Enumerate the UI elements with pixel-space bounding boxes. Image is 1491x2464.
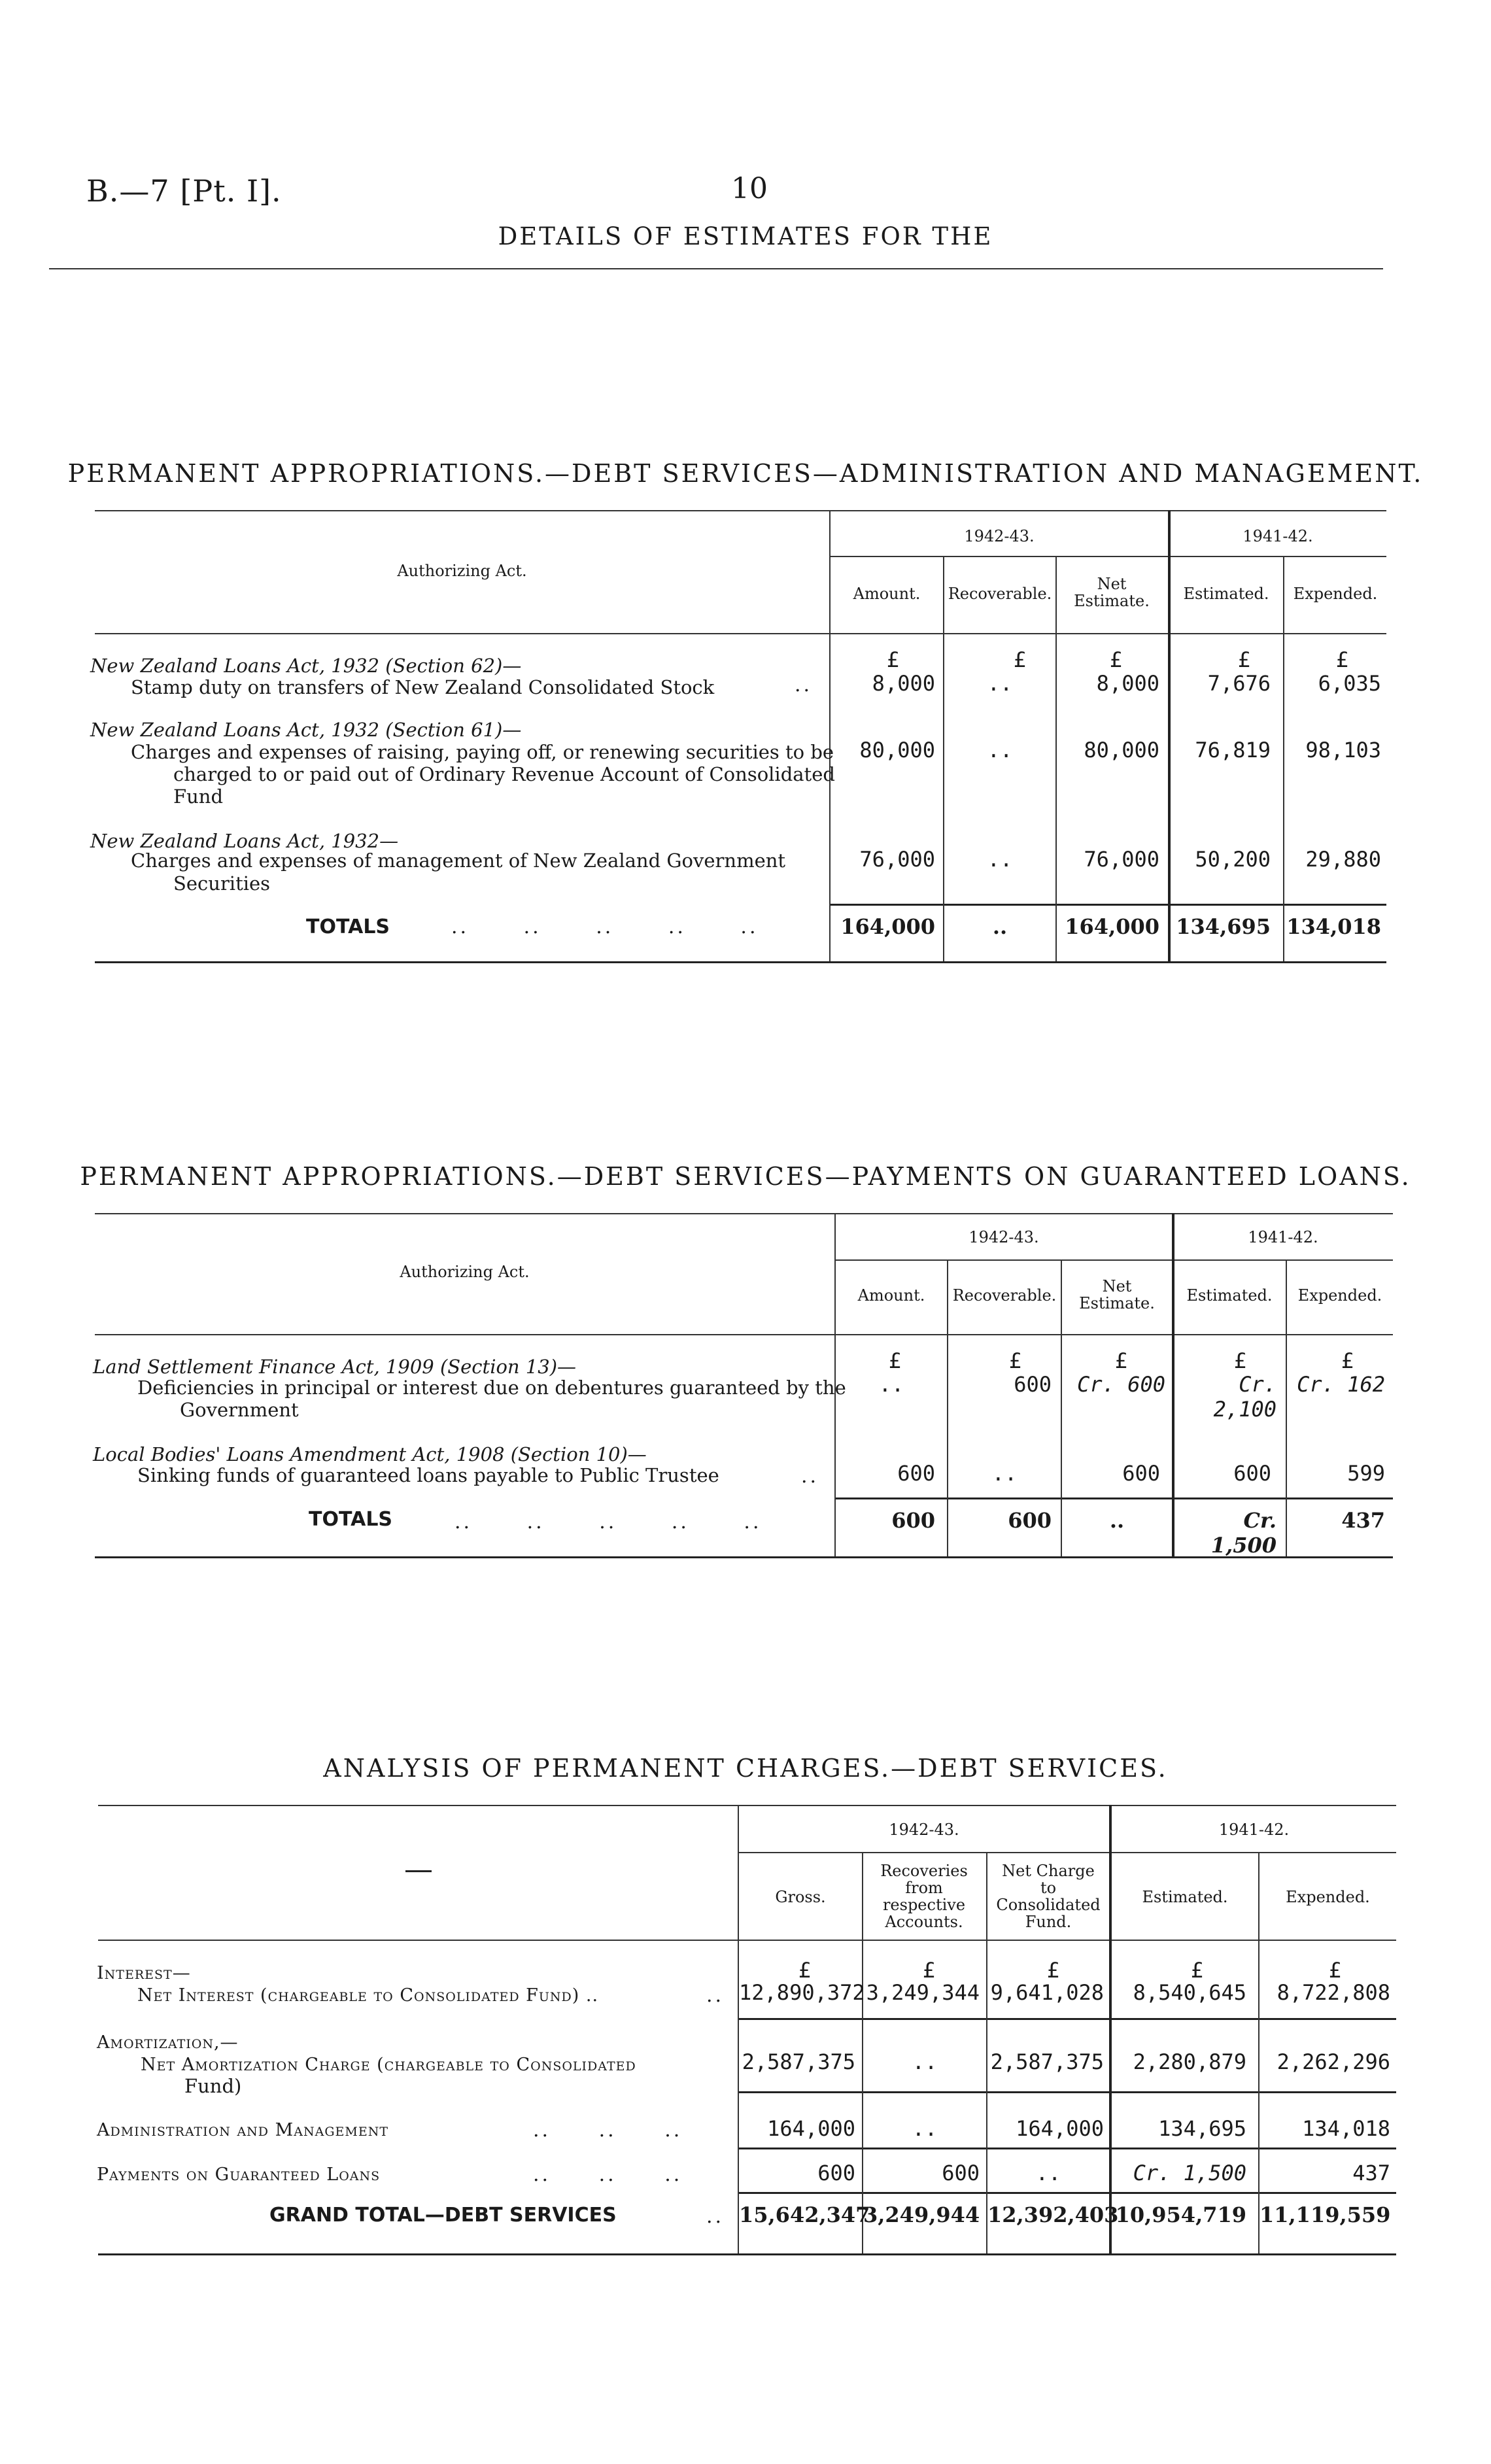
admin-row1-amount: 8,000	[872, 671, 935, 696]
analysis-amort-recoveries: ..	[912, 2049, 938, 2074]
admin-row2-expended: 98,103	[1305, 738, 1381, 762]
admin-row2-desc-line1: Charges and expenses of raising, paying off, or renewing securities to be	[131, 741, 834, 763]
admin-row2-amount: 80,000	[859, 738, 935, 762]
analysis-col-net-charge: Net Charge to Consolidated Fund.	[996, 1862, 1101, 1931]
page-number: 10	[731, 172, 768, 205]
analysis-interest-label-text: Net Interest (chargeable to Consolidated Fund) ..	[137, 1985, 599, 2006]
guar-section-title: PERMANENT APPROPRIATIONS.—DEBT SERVICES—PAYMENTS ON GUARANTEED LOANS.	[80, 1162, 1411, 1191]
analysis-interest-heading: Interest—	[97, 1963, 191, 1983]
admin-year-1941: 1941-42.	[1242, 527, 1313, 545]
guar-table-top-rule	[95, 1213, 1393, 1214]
admin-row3-expended: 29,880	[1305, 847, 1381, 872]
currency-symbol: £	[888, 1348, 901, 1373]
analysis-grand-gross: 15,642,347	[739, 2202, 870, 2227]
leader-dots: .. .. ..	[533, 2119, 683, 2142]
analysis-guar-label: Payments on Guaranteed Loans	[97, 2165, 381, 2185]
admin-row1-net: 8,000	[1096, 671, 1159, 696]
admin-totals-top-rule	[831, 904, 1386, 906]
leader-dots: .. .. .. .. ..	[451, 915, 759, 938]
currency-symbol: £	[1190, 1958, 1203, 1983]
analysis-admin-recoveries: ..	[912, 2116, 938, 2141]
leader-dots: ..	[706, 1984, 725, 2007]
admin-row2-net: 80,000	[1084, 738, 1159, 762]
currency-symbol: £	[1237, 647, 1250, 672]
analysis-interest-label	[137, 1983, 598, 2008]
admin-row1-estimated: 7,676	[1207, 671, 1271, 696]
admin-row3-desc-line1: Charges and expenses of management of New Zealand Government	[131, 849, 786, 872]
analysis-table-bottom-rule	[98, 2253, 1396, 2255]
analysis-col-gross: Gross.	[775, 1888, 826, 1906]
analysis-col-blank-dash	[405, 1870, 432, 1872]
admin-row3-estimated: 50,200	[1195, 847, 1271, 872]
analysis-col-expended: Expended.	[1286, 1888, 1370, 1906]
analysis-row-rule-4	[739, 2192, 1396, 2194]
analysis-amort-expended: 2,262,296	[1277, 2049, 1390, 2074]
admin-totals-amount: 164,000	[840, 914, 935, 939]
guar-row1-act: Land Settlement Finance Act, 1909 (Section 13)—	[93, 1356, 577, 1378]
currency-symbol: £	[1013, 647, 1026, 672]
leader-dots: .. .. ..	[533, 2163, 683, 2186]
admin-col-recoverable: Recoverable.	[948, 585, 1052, 603]
analysis-admin-estimated: 134,695	[1158, 2116, 1246, 2141]
document-reference: B.—7 [Pt. I].	[86, 173, 282, 209]
guar-row1-expended: Cr. 162	[1297, 1372, 1385, 1397]
analysis-amort-net: 2,587,375	[990, 2049, 1104, 2074]
analysis-admin-expended: 134,018	[1302, 2116, 1390, 2141]
guar-row1-estimated: Cr. 2,100	[1213, 1372, 1277, 1422]
analysis-interest-recoveries: 3,249,344	[866, 1980, 980, 2005]
guar-row2-desc: Sinking funds of guaranteed loans payable to Public Trustee	[137, 1464, 719, 1486]
analysis-section-title: ANALYSIS OF PERMANENT CHARGES.—DEBT SERVICES.	[323, 1754, 1168, 1783]
analysis-year-1941: 1941-42.	[1218, 1821, 1290, 1839]
admin-row1-act: New Zealand Loans Act, 1932 (Section 62)—	[90, 655, 522, 677]
currency-symbol: £	[1233, 1348, 1246, 1373]
guar-row1-net: Cr. 600	[1077, 1372, 1165, 1397]
leader-dots: ..	[706, 2205, 725, 2228]
guar-table-head-rule	[95, 1334, 1393, 1335]
analysis-interest-net: 9,641,028	[990, 1980, 1104, 2005]
analysis-vline-4	[1109, 1805, 1112, 2253]
analysis-grand-recoveries: 3,249,944	[863, 2202, 980, 2227]
analysis-guar-recoveries: 600	[942, 2161, 980, 2185]
analysis-admin-net: 164,000	[1016, 2116, 1104, 2141]
guar-row2-amount: 600	[897, 1461, 935, 1486]
admin-col-act: Authorizing Act.	[397, 562, 527, 580]
guar-totals-recoverable: 600	[1008, 1508, 1052, 1533]
admin-table-bottom-rule	[95, 961, 1386, 963]
admin-row3-net: 76,000	[1084, 847, 1159, 872]
admin-totals-recoverable: ..	[992, 914, 1008, 939]
analysis-grand-total-label: GRAND TOTAL—DEBT SERVICES	[269, 2204, 617, 2227]
guar-totals-net: ..	[1109, 1508, 1125, 1533]
analysis-interest-expended: 8,722,808	[1277, 1980, 1390, 2005]
guar-row2-recoverable: ..	[991, 1461, 1018, 1486]
admin-year-rule	[831, 556, 1386, 557]
analysis-table-top-rule	[98, 1805, 1396, 1806]
analysis-col-estimated: Estimated.	[1142, 1888, 1228, 1906]
admin-row1-desc: Stamp duty on transfers of New Zealand Consolidated Stock	[131, 676, 715, 698]
admin-row2-desc-line3: Fund	[173, 785, 224, 808]
analysis-guar-gross: 600	[817, 2161, 855, 2185]
admin-vline-1	[829, 510, 831, 961]
header-rule	[49, 268, 1383, 269]
analysis-amort-label	[141, 2052, 636, 2077]
guar-row1-amount: ..	[878, 1372, 904, 1397]
admin-row2-act: New Zealand Loans Act, 1932 (Section 61)—	[90, 719, 522, 741]
analysis-col-recoveries: Recoveries from respective Accounts.	[880, 1862, 968, 1931]
analysis-amort-label-line2: Fund)	[184, 2075, 242, 2097]
guar-row1-desc-line1: Deficiencies in principal or interest due on debentures guaranteed by the	[137, 1377, 846, 1399]
analysis-amort-gross: 2,587,375	[742, 2049, 855, 2074]
leader-dots: .. .. .. .. ..	[454, 1511, 762, 1533]
admin-col-amount: Amount.	[853, 585, 921, 603]
currency-symbol: £	[1328, 1958, 1341, 1983]
guar-row2-expended: 599	[1347, 1461, 1385, 1486]
guar-totals-top-rule	[836, 1497, 1393, 1499]
page-subtitle: DETAILS OF ESTIMATES FOR THE	[498, 222, 993, 250]
guar-col-estimated: Estimated.	[1186, 1286, 1273, 1305]
currency-symbol: £	[886, 647, 899, 672]
guar-row1-recoverable: 600	[1014, 1372, 1052, 1397]
currency-symbol: £	[1046, 1958, 1059, 1983]
admin-section-title: PERMANENT APPROPRIATIONS.—DEBT SERVICES—ADMINISTRATION AND MANAGEMENT.	[67, 459, 1424, 488]
analysis-guar-expended: 437	[1352, 2161, 1390, 2185]
currency-symbol: £	[1341, 1348, 1354, 1373]
currency-symbol: £	[1109, 647, 1122, 672]
admin-col-expended: Expended.	[1293, 585, 1378, 603]
admin-row1-expended: 6,035	[1318, 671, 1381, 696]
guar-totals-expended: 437	[1341, 1508, 1385, 1533]
analysis-year-1942: 1942-43.	[889, 1821, 959, 1839]
analysis-interest-gross: 12,890,372	[739, 1980, 865, 2005]
admin-col-net-estimate: Net Estimate.	[1074, 575, 1150, 610]
analysis-amort-label-text: Net Amortization Charge (chargeable to Consolidated	[141, 2055, 636, 2075]
admin-totals-expended: 134,018	[1286, 914, 1381, 939]
admin-totals-estimated: 134,695	[1176, 914, 1271, 939]
admin-col-estimated: Estimated.	[1183, 585, 1269, 603]
guar-totals-amount: 600	[891, 1508, 935, 1533]
admin-row1-recoverable: ..	[987, 671, 1013, 696]
guar-year-1941: 1941-42.	[1248, 1228, 1318, 1246]
analysis-vline-1	[738, 1805, 739, 2253]
admin-totals-label: TOTALS	[306, 915, 390, 938]
analysis-year-rule	[739, 1852, 1396, 1853]
analysis-row-rule-1	[739, 2018, 1396, 2020]
analysis-guar-estimated: Cr. 1,500	[1133, 2161, 1246, 2185]
analysis-grand-net: 12,392,403	[987, 2202, 1119, 2227]
admin-row2-estimated: 76,819	[1195, 738, 1271, 762]
admin-row3-recoverable: ..	[987, 847, 1013, 872]
admin-year-1942: 1942-43.	[964, 527, 1035, 545]
currency-symbol: £	[922, 1958, 935, 1983]
admin-row3-desc-line2: Securities	[173, 872, 271, 895]
admin-table-top-rule	[95, 510, 1386, 511]
analysis-guar-net: ..	[1035, 2161, 1061, 2185]
guar-col-amount: Amount.	[857, 1286, 925, 1305]
admin-row3-amount: 76,000	[859, 847, 935, 872]
currency-symbol: £	[1335, 647, 1348, 672]
analysis-grand-estimated: 10,954,719	[1115, 2202, 1246, 2227]
guar-col-net-estimate: Net Estimate.	[1079, 1277, 1155, 1312]
guar-totals-estimated: Cr. 1,500	[1210, 1508, 1277, 1558]
guar-col-act: Authorizing Act.	[400, 1263, 530, 1281]
guar-row2-act: Local Bodies' Loans Amendment Act, 1908 (Section 10)—	[93, 1443, 647, 1465]
guar-year-1942: 1942-43.	[968, 1228, 1039, 1246]
admin-table-head-rule	[95, 633, 1386, 634]
admin-row3-act: New Zealand Loans Act, 1932—	[90, 830, 399, 852]
analysis-amort-heading: Amortization,—	[97, 2032, 239, 2053]
guar-row1-desc-line2: Government	[180, 1399, 299, 1421]
leader-dots: ..	[795, 674, 813, 696]
analysis-interest-estimated: 8,540,645	[1133, 1980, 1246, 2005]
guar-row2-estimated: 600	[1233, 1461, 1271, 1486]
admin-totals-net: 164,000	[1065, 914, 1159, 939]
analysis-amort-estimated: 2,280,879	[1133, 2049, 1246, 2074]
analysis-row-rule-3	[739, 2147, 1396, 2149]
admin-row2-desc-line2: charged to or paid out of Ordinary Revenue Account of Consolidated	[173, 763, 835, 785]
admin-vline-4	[1168, 510, 1171, 961]
currency-symbol: £	[1008, 1348, 1021, 1373]
guar-totals-label: TOTALS	[309, 1508, 393, 1531]
analysis-grand-expended: 11,119,559	[1260, 2202, 1391, 2227]
currency-symbol: £	[1114, 1348, 1127, 1373]
analysis-admin-gross: 164,000	[767, 2116, 855, 2141]
currency-symbol: £	[798, 1958, 811, 1983]
guar-year-rule	[836, 1259, 1393, 1261]
analysis-table-head-rule	[98, 1940, 1396, 1941]
guar-col-expended: Expended.	[1297, 1286, 1382, 1305]
guar-row2-net: 600	[1122, 1461, 1160, 1486]
guar-col-recoverable: Recoverable.	[952, 1286, 1057, 1305]
leader-dots: ..	[801, 1465, 819, 1488]
analysis-row-rule-2	[739, 2091, 1396, 2093]
admin-row2-recoverable: ..	[987, 738, 1013, 762]
analysis-admin-label: Administration and Management	[97, 2120, 389, 2140]
